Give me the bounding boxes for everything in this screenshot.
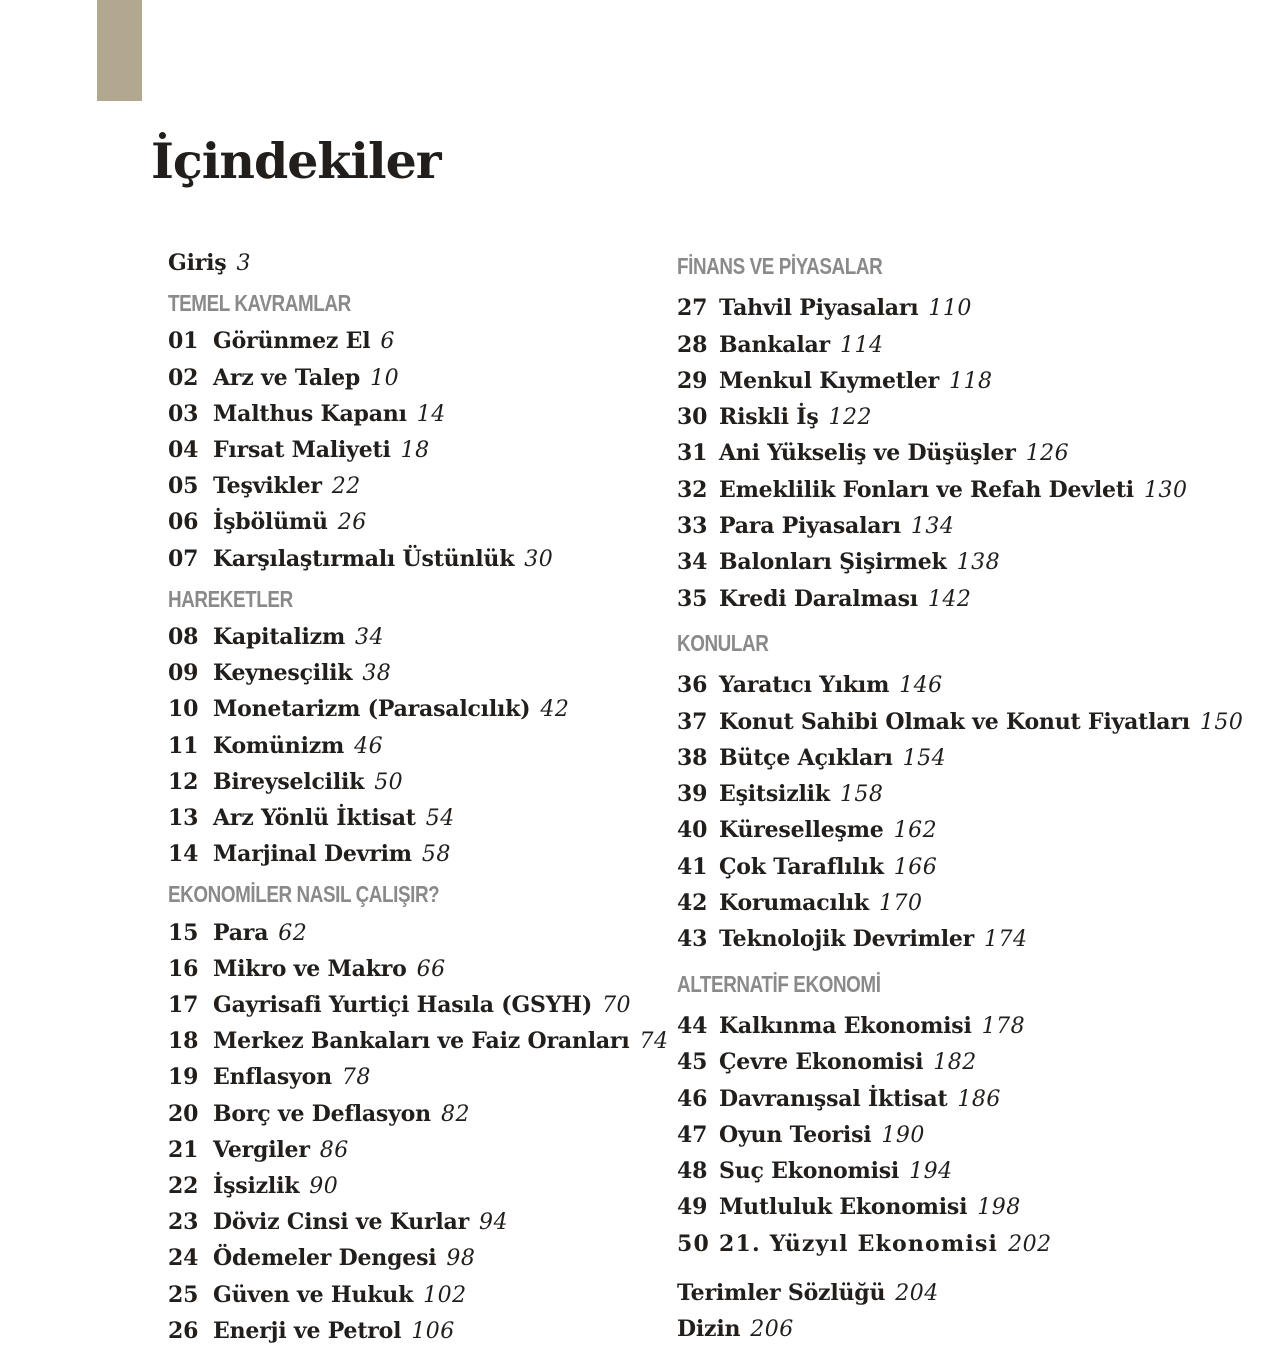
entry-title: Keynesçilik bbox=[213, 660, 353, 687]
entry-title: Malthus Kapanı bbox=[213, 400, 407, 427]
entry-number: 45 bbox=[677, 1049, 708, 1076]
entry-number: 28 bbox=[677, 331, 708, 358]
entry-title: Menkul Kıymetler bbox=[719, 367, 940, 394]
entry-number: 15 bbox=[168, 919, 199, 946]
entry-title: Kalkınma Ekonomisi bbox=[719, 1012, 972, 1039]
entry-number: 25 bbox=[168, 1281, 199, 1308]
entry-page: 126 bbox=[1025, 441, 1070, 467]
entry-title: Kapitalizm bbox=[213, 624, 346, 651]
page-title: İçindekiler bbox=[151, 132, 441, 190]
toc-entry bbox=[677, 582, 1257, 618]
entry-title: Gayrisafi Yurtiçi Hasıla (GSYH) bbox=[213, 992, 593, 1019]
entry-title: Enflasyon bbox=[213, 1064, 332, 1091]
entry-number: 23 bbox=[168, 1209, 199, 1236]
entry-page: 118 bbox=[949, 368, 993, 394]
entry-title: Ani Yükseliş ve Düşüşler bbox=[719, 440, 1016, 467]
entry-page: 86 bbox=[319, 1137, 349, 1163]
section-title: KONULAR bbox=[677, 629, 769, 656]
toc-entry bbox=[168, 1314, 668, 1350]
entry-page: 66 bbox=[416, 956, 446, 982]
entry-number: 38 bbox=[677, 744, 708, 771]
toc-entry bbox=[677, 1312, 1257, 1348]
entry-number: 10 bbox=[168, 696, 199, 723]
toc-entry bbox=[168, 1097, 668, 1133]
entry-title: Dizin bbox=[677, 1316, 741, 1343]
entry-title: Mutluluk Ekonomisi bbox=[719, 1194, 968, 1221]
entry-page: 110 bbox=[928, 296, 972, 322]
entry-title: Suç Ekonomisi bbox=[719, 1158, 900, 1185]
section-header bbox=[677, 967, 1257, 1004]
entry-title: Borç ve Deflasyon bbox=[213, 1100, 431, 1127]
entry-title: Para Piyasaları bbox=[719, 513, 901, 540]
section-title: EKONOMİLER NASIL ÇALIŞIR? bbox=[168, 881, 440, 908]
entry-number: 22 bbox=[168, 1173, 199, 1200]
entry-page: 90 bbox=[309, 1174, 339, 1200]
toc-entry bbox=[168, 433, 668, 469]
entry-page: 82 bbox=[440, 1101, 470, 1127]
entry-title: Fırsat Maliyeti bbox=[213, 437, 391, 464]
toc-entry bbox=[168, 692, 668, 728]
entry-title: Arz Yönlü İktisat bbox=[213, 805, 416, 832]
entry-page: 26 bbox=[337, 510, 367, 536]
toc-entry bbox=[168, 1205, 668, 1241]
entry-page: 162 bbox=[893, 818, 938, 844]
entry-page: 14 bbox=[416, 401, 446, 427]
entry-number: 34 bbox=[677, 549, 708, 576]
entry-title: Arz ve Talep bbox=[213, 364, 361, 391]
toc-entry bbox=[677, 1045, 1257, 1081]
entry-page: 186 bbox=[957, 1086, 1001, 1112]
entry-number: 26 bbox=[168, 1317, 199, 1344]
entry-number: 12 bbox=[168, 768, 199, 795]
entry-number: 13 bbox=[168, 805, 199, 832]
toc-entry bbox=[168, 801, 668, 837]
toc-entry bbox=[677, 922, 1257, 958]
entry-page: 206 bbox=[750, 1317, 794, 1343]
toc-entry bbox=[677, 364, 1257, 400]
entry-page: 202 bbox=[1008, 1231, 1052, 1257]
entry-number: 40 bbox=[677, 817, 708, 844]
entry-page: 194 bbox=[909, 1159, 953, 1185]
entry-number: 20 bbox=[168, 1100, 199, 1127]
entry-page: 30 bbox=[524, 546, 554, 572]
entry-number: 14 bbox=[168, 841, 199, 868]
toc-entry bbox=[677, 813, 1257, 849]
toc-entry bbox=[168, 765, 668, 801]
toc-entry bbox=[168, 1241, 668, 1277]
entry-title: Ödemeler Dengesi bbox=[213, 1245, 437, 1272]
section-title: TEMEL KAVRAMLAR bbox=[168, 290, 351, 317]
entry-page: 6 bbox=[380, 329, 395, 355]
entry-title: Emeklilik Fonları ve Refah Devleti bbox=[719, 476, 1134, 503]
entry-number: 11 bbox=[168, 732, 199, 759]
section-header bbox=[168, 286, 668, 323]
entry-page: 182 bbox=[933, 1050, 977, 1076]
toc-entry bbox=[168, 1133, 668, 1169]
entry-page: 166 bbox=[893, 854, 938, 880]
entry-page: 18 bbox=[400, 438, 430, 464]
entry-title: İşbölümü bbox=[213, 509, 328, 536]
toc-entry bbox=[677, 291, 1257, 327]
entry-number: 37 bbox=[677, 708, 708, 735]
entry-number: 50 bbox=[677, 1230, 711, 1257]
toc-entry bbox=[677, 886, 1257, 922]
entry-page: 204 bbox=[895, 1281, 939, 1307]
toc-entry bbox=[677, 1227, 1257, 1263]
entry-page: 158 bbox=[839, 782, 884, 808]
entry-title: Mikro ve Makro bbox=[213, 955, 407, 982]
entry-page: 154 bbox=[902, 745, 947, 771]
entry-page: 198 bbox=[977, 1195, 1021, 1221]
entry-number: 44 bbox=[677, 1012, 708, 1039]
entry-title: İşsizlik bbox=[213, 1173, 300, 1200]
entry-title: Yaratıcı Yıkım bbox=[719, 672, 890, 699]
entry-number: 07 bbox=[168, 545, 199, 572]
toc-entry bbox=[677, 509, 1257, 545]
section-header bbox=[677, 249, 1257, 286]
entry-number: 02 bbox=[168, 364, 199, 391]
section-title: ALTERNATİF EKONOMİ bbox=[677, 970, 881, 997]
toc-entry bbox=[168, 246, 668, 282]
toc-entry bbox=[168, 837, 668, 873]
entry-number: 39 bbox=[677, 781, 708, 808]
entry-number: 43 bbox=[677, 926, 708, 953]
toc-entry bbox=[677, 400, 1257, 436]
toc-entry bbox=[168, 1024, 668, 1060]
entry-number: 27 bbox=[677, 295, 708, 322]
entry-number: 41 bbox=[677, 853, 708, 880]
entry-title: Komünizm bbox=[213, 732, 345, 759]
entry-number: 48 bbox=[677, 1158, 708, 1185]
entry-title: Bütçe Açıkları bbox=[719, 744, 893, 771]
toc-entry bbox=[168, 656, 668, 692]
entry-page: 150 bbox=[1199, 709, 1244, 735]
entry-title: Çevre Ekonomisi bbox=[719, 1049, 924, 1076]
entry-title: Marjinal Devrim bbox=[213, 841, 412, 868]
entry-title: Monetarizm (Parasalcılık) bbox=[213, 696, 531, 723]
section-header bbox=[677, 626, 1257, 663]
entry-page: 54 bbox=[425, 806, 455, 832]
toc-entry bbox=[168, 620, 668, 656]
entry-title: Korumacılık bbox=[719, 890, 869, 917]
entry-page: 74 bbox=[639, 1029, 669, 1055]
entry-page: 134 bbox=[910, 514, 955, 540]
entry-page: 138 bbox=[956, 550, 1001, 576]
entry-number: 08 bbox=[168, 624, 199, 651]
entry-title: Terimler Sözlüğü bbox=[677, 1280, 886, 1307]
entry-page: 94 bbox=[478, 1210, 508, 1236]
entry-title: Güven ve Hukuk bbox=[213, 1281, 414, 1308]
toc-entry bbox=[168, 324, 668, 360]
entry-page: 106 bbox=[411, 1318, 455, 1344]
entry-page: 78 bbox=[341, 1065, 371, 1091]
toc-entry bbox=[168, 397, 668, 433]
entry-title: Bankalar bbox=[719, 331, 830, 358]
entry-page: 190 bbox=[881, 1122, 925, 1148]
entry-number: 32 bbox=[677, 476, 708, 503]
entry-number: 30 bbox=[677, 404, 708, 431]
accent-block bbox=[97, 0, 142, 101]
entry-page: 170 bbox=[878, 891, 923, 917]
toc-entry bbox=[168, 361, 668, 397]
entry-page: 146 bbox=[899, 673, 943, 699]
entry-title: Enerji ve Petrol bbox=[213, 1317, 402, 1344]
entry-page: 3 bbox=[236, 251, 251, 276]
entry-number: 36 bbox=[677, 672, 708, 699]
toc-entry bbox=[168, 1060, 668, 1096]
entry-title: Görünmez El bbox=[213, 328, 371, 355]
entry-number: 47 bbox=[677, 1121, 708, 1148]
entry-page: 142 bbox=[927, 586, 972, 612]
entry-title: Karşılaştırmalı Üstünlük bbox=[213, 545, 515, 572]
entry-number: 18 bbox=[168, 1028, 199, 1055]
toc-entry bbox=[168, 542, 668, 578]
toc-entry bbox=[168, 505, 668, 541]
toc-entry bbox=[168, 952, 668, 988]
entry-title: Eşitsizlik bbox=[719, 781, 830, 808]
entry-page: 62 bbox=[278, 920, 308, 946]
entry-number: 01 bbox=[168, 328, 199, 355]
entry-number: 24 bbox=[168, 1245, 199, 1272]
entry-page: 46 bbox=[354, 733, 384, 759]
entry-title: Para bbox=[213, 919, 269, 946]
entry-title: Teknolojik Devrimler bbox=[719, 926, 975, 953]
entry-number: 05 bbox=[168, 473, 199, 500]
entry-number: 46 bbox=[677, 1085, 708, 1112]
entry-title: Küreselleşme bbox=[719, 817, 884, 844]
entry-number: 09 bbox=[168, 660, 199, 687]
entry-page: 50 bbox=[374, 769, 404, 795]
toc-entry bbox=[677, 1276, 1257, 1312]
entry-title: Riskli İş bbox=[719, 404, 819, 431]
toc-entry bbox=[168, 988, 668, 1024]
entry-title: Kredi Daralması bbox=[719, 585, 918, 612]
toc-entry bbox=[168, 469, 668, 505]
entry-title: Çok Taraflılık bbox=[719, 853, 884, 880]
section-title: HAREKETLER bbox=[168, 585, 293, 612]
entry-title: Bireyselcilik bbox=[213, 768, 365, 795]
toc-entry bbox=[677, 1118, 1257, 1154]
toc-entry bbox=[677, 741, 1257, 777]
entry-title: Davranışsal İktisat bbox=[719, 1085, 948, 1112]
toc-entry bbox=[677, 328, 1257, 364]
entry-title: Konut Sahibi Olmak ve Konut Fiyatları bbox=[719, 708, 1190, 735]
toc-entry bbox=[677, 545, 1257, 581]
entry-number: 17 bbox=[168, 992, 199, 1019]
entry-page: 130 bbox=[1143, 477, 1188, 503]
entry-number: 19 bbox=[168, 1064, 199, 1091]
entry-number: 16 bbox=[168, 955, 199, 982]
toc-column-right bbox=[677, 241, 1257, 1349]
toc-entry bbox=[677, 850, 1257, 886]
toc-entry bbox=[168, 1169, 668, 1205]
entry-page: 38 bbox=[362, 661, 392, 687]
entry-page: 122 bbox=[828, 405, 873, 431]
section-header bbox=[168, 877, 668, 914]
entry-page: 34 bbox=[355, 625, 385, 651]
entry-page: 42 bbox=[540, 697, 570, 723]
toc-entry bbox=[677, 473, 1257, 509]
toc-entry bbox=[677, 777, 1257, 813]
entry-title: 21. Yüzyıl Ekonomisi bbox=[719, 1230, 999, 1257]
entry-title: Tahvil Piyasaları bbox=[719, 295, 919, 322]
toc-entry bbox=[677, 705, 1257, 741]
toc-entry bbox=[168, 729, 668, 765]
entry-page: 22 bbox=[331, 474, 361, 500]
entry-page: 10 bbox=[370, 365, 400, 391]
entry-number: 21 bbox=[168, 1136, 199, 1163]
entry-number: 49 bbox=[677, 1194, 708, 1221]
toc-entry bbox=[677, 1082, 1257, 1118]
entry-number: 06 bbox=[168, 509, 199, 536]
entry-page: 178 bbox=[981, 1013, 1026, 1039]
entry-title: Oyun Teorisi bbox=[719, 1121, 872, 1148]
entry-title: Balonları Şişirmek bbox=[719, 549, 947, 576]
section-title: FİNANS VE PİYASALAR bbox=[677, 253, 883, 279]
toc-entry bbox=[677, 668, 1257, 704]
toc-entry bbox=[677, 1190, 1257, 1226]
toc-column-left bbox=[168, 246, 668, 1350]
entry-title: Merkez Bankaları ve Faiz Oranları bbox=[213, 1028, 630, 1055]
entry-number: 33 bbox=[677, 513, 708, 540]
toc-entry bbox=[677, 436, 1257, 472]
entry-number: 35 bbox=[677, 585, 708, 612]
entry-page: 58 bbox=[421, 842, 451, 868]
entry-page: 98 bbox=[446, 1246, 476, 1272]
entry-number: 29 bbox=[677, 367, 708, 394]
toc-entry bbox=[168, 1278, 668, 1314]
entry-number: 31 bbox=[677, 440, 708, 467]
entry-page: 174 bbox=[984, 927, 1028, 953]
entry-number: 03 bbox=[168, 400, 199, 427]
toc-entry bbox=[168, 916, 668, 952]
entry-title: Teşvikler bbox=[213, 473, 322, 500]
entry-number: 04 bbox=[168, 437, 199, 464]
section-header bbox=[168, 582, 668, 619]
entry-number: 42 bbox=[677, 890, 708, 917]
entry-page: 114 bbox=[839, 332, 884, 358]
toc-entry bbox=[677, 1154, 1257, 1190]
entry-title: Vergiler bbox=[213, 1136, 310, 1163]
toc-entry bbox=[677, 1009, 1257, 1045]
entry-title: Döviz Cinsi ve Kurlar bbox=[213, 1209, 469, 1236]
entry-page: 70 bbox=[602, 993, 632, 1019]
entry-page: 102 bbox=[423, 1282, 467, 1308]
entry-title: Giriş bbox=[168, 250, 227, 276]
